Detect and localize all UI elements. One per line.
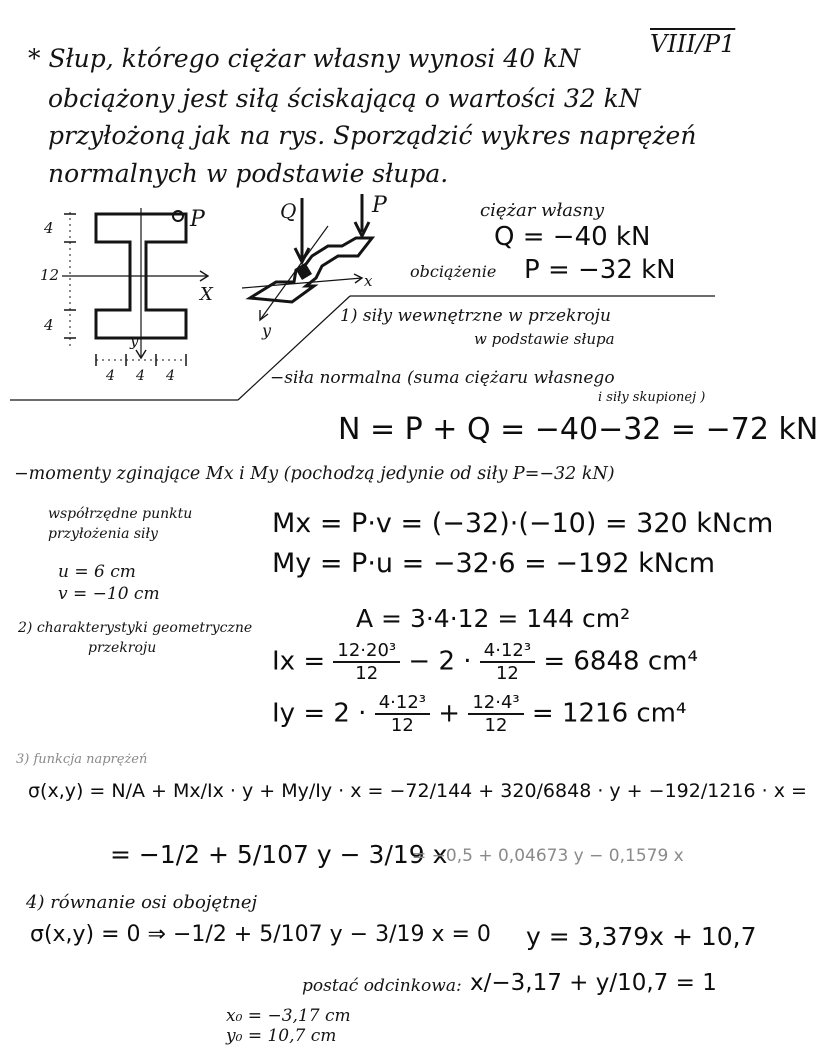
section2-heading-2: przekroju — [88, 640, 157, 656]
intercept-caption: postać odcinkowa: — [302, 976, 462, 996]
ix-fraction-2 — [480, 640, 535, 684]
n-equation: N = P + Q = −40−32 = −72 kN — [338, 412, 818, 447]
label-y2: y — [262, 321, 272, 340]
label-p2: P — [372, 193, 387, 218]
p-equation: P = −32 kN — [524, 255, 676, 285]
section1-heading-1: 1) siły wewnętrzne w przekroju — [340, 306, 611, 326]
u-value: u = 6 cm — [58, 562, 136, 582]
dim-bottom-1: 4 — [106, 368, 115, 384]
sigma-equation: σ(x,y) = N/A + Mx/Ix · y + My/Iy · x = −72/144 + 320/6848 · y + −192/1216 · x = — [28, 780, 807, 802]
label-x-axis: X — [200, 284, 213, 305]
ix-label: Ix = — [272, 646, 326, 677]
iy-equation — [272, 692, 686, 736]
coords-caption-1: współrzędne punktu — [48, 506, 193, 522]
dim-left-bottom: 4 — [44, 316, 54, 334]
dim-left-top: 4 — [44, 219, 54, 237]
area-equation: A = 3·4·12 = 144 cm² — [356, 604, 631, 633]
sigma-simplified: = −1/2 + 5/107 y − 3/19 x — [110, 840, 448, 869]
iy-label: Iy = 2 · — [272, 698, 367, 729]
ix-frac1-num: 12·20³ — [333, 640, 400, 663]
iy-fraction-2 — [468, 692, 523, 736]
mx-equation: Mx = P·v = (−32)·(−10) = 320 kNcm — [272, 508, 774, 539]
ix-frac2-num: 4·12³ — [480, 640, 535, 663]
section1-heading-2: w podstawie słupa — [474, 330, 615, 348]
moments-line: −momenty zginające Mx i My (pochodzą jedynie od siły P=−32 kN) — [14, 464, 615, 484]
iy-mid: + — [438, 698, 461, 729]
y0-value: y₀ = 10,7 cm — [226, 1026, 337, 1046]
ix-frac2-den: 12 — [495, 663, 519, 684]
sigma-decimal: = −0,5 + 0,04673 y − 0,1579 x — [412, 846, 684, 866]
neutral-axis-explicit: y = 3,379x + 10,7 — [526, 922, 757, 951]
dim-left-mid: 12 — [40, 266, 60, 284]
ix-mid: − 2 · — [408, 646, 472, 677]
section4-heading: 4) równanie osi obojętnej — [26, 892, 258, 913]
my-equation: My = P·u = −32·6 = −192 kNcm — [272, 548, 716, 579]
problem-line-4: normalnych w podstawie słupa. — [48, 159, 449, 188]
iy-fraction-1 — [375, 692, 430, 736]
ix-fraction-1 — [333, 640, 400, 684]
label-x2: x — [364, 272, 373, 290]
page-tag: VIII/P1 — [650, 30, 736, 58]
dim-bottom-2: 4 — [136, 368, 145, 384]
normal-force-caption-1: −siła normalna (suma ciężaru własnego — [270, 368, 615, 388]
section3-heading: 3) funkcja naprężeń — [16, 752, 148, 767]
problem-line-1: * Słup, którego ciężar własny wynosi 40 kN — [28, 44, 581, 73]
label-y-axis: y — [130, 332, 139, 350]
problem-line-2: obciążony jest siłą ściskającą o wartości 32 kN — [48, 84, 641, 113]
ix-equation — [272, 640, 698, 684]
dim-bottom-3: 4 — [166, 368, 175, 384]
iy-frac1-den: 12 — [390, 715, 414, 736]
label-p: P — [190, 207, 205, 232]
ix-result: = 6848 cm⁴ — [543, 646, 698, 677]
iy-frac1-num: 4·12³ — [375, 692, 430, 715]
label-q: Q — [280, 199, 297, 223]
v-value: v = −10 cm — [58, 584, 160, 604]
iy-frac2-num: 12·4³ — [468, 692, 523, 715]
problem-line-3: przyłożoną jak na rys. Sporządzić wykres naprężeń — [48, 121, 697, 150]
iy-frac2-den: 12 — [484, 715, 508, 736]
normal-force-caption-2: i siły skupionej ) — [598, 390, 706, 405]
neutral-axis-equation: σ(x,y) = 0 ⇒ −1/2 + 5/107 y − 3/19 x = 0 — [30, 922, 491, 947]
coords-caption-2: przyłożenia siły — [48, 526, 158, 542]
x0-value: x₀ = −3,17 cm — [226, 1006, 351, 1026]
q-equation: Q = −40 kN — [494, 222, 651, 252]
p-caption: obciążenie — [410, 262, 497, 281]
ix-frac1-den: 12 — [355, 663, 379, 684]
q-caption: ciężar własny — [480, 200, 605, 221]
section2-heading-1: 2) charakterystyki geometryczne — [18, 620, 253, 636]
intercept-equation: x/−3,17 + y/10,7 = 1 — [470, 970, 717, 996]
iy-result: = 1216 cm⁴ — [531, 698, 687, 729]
